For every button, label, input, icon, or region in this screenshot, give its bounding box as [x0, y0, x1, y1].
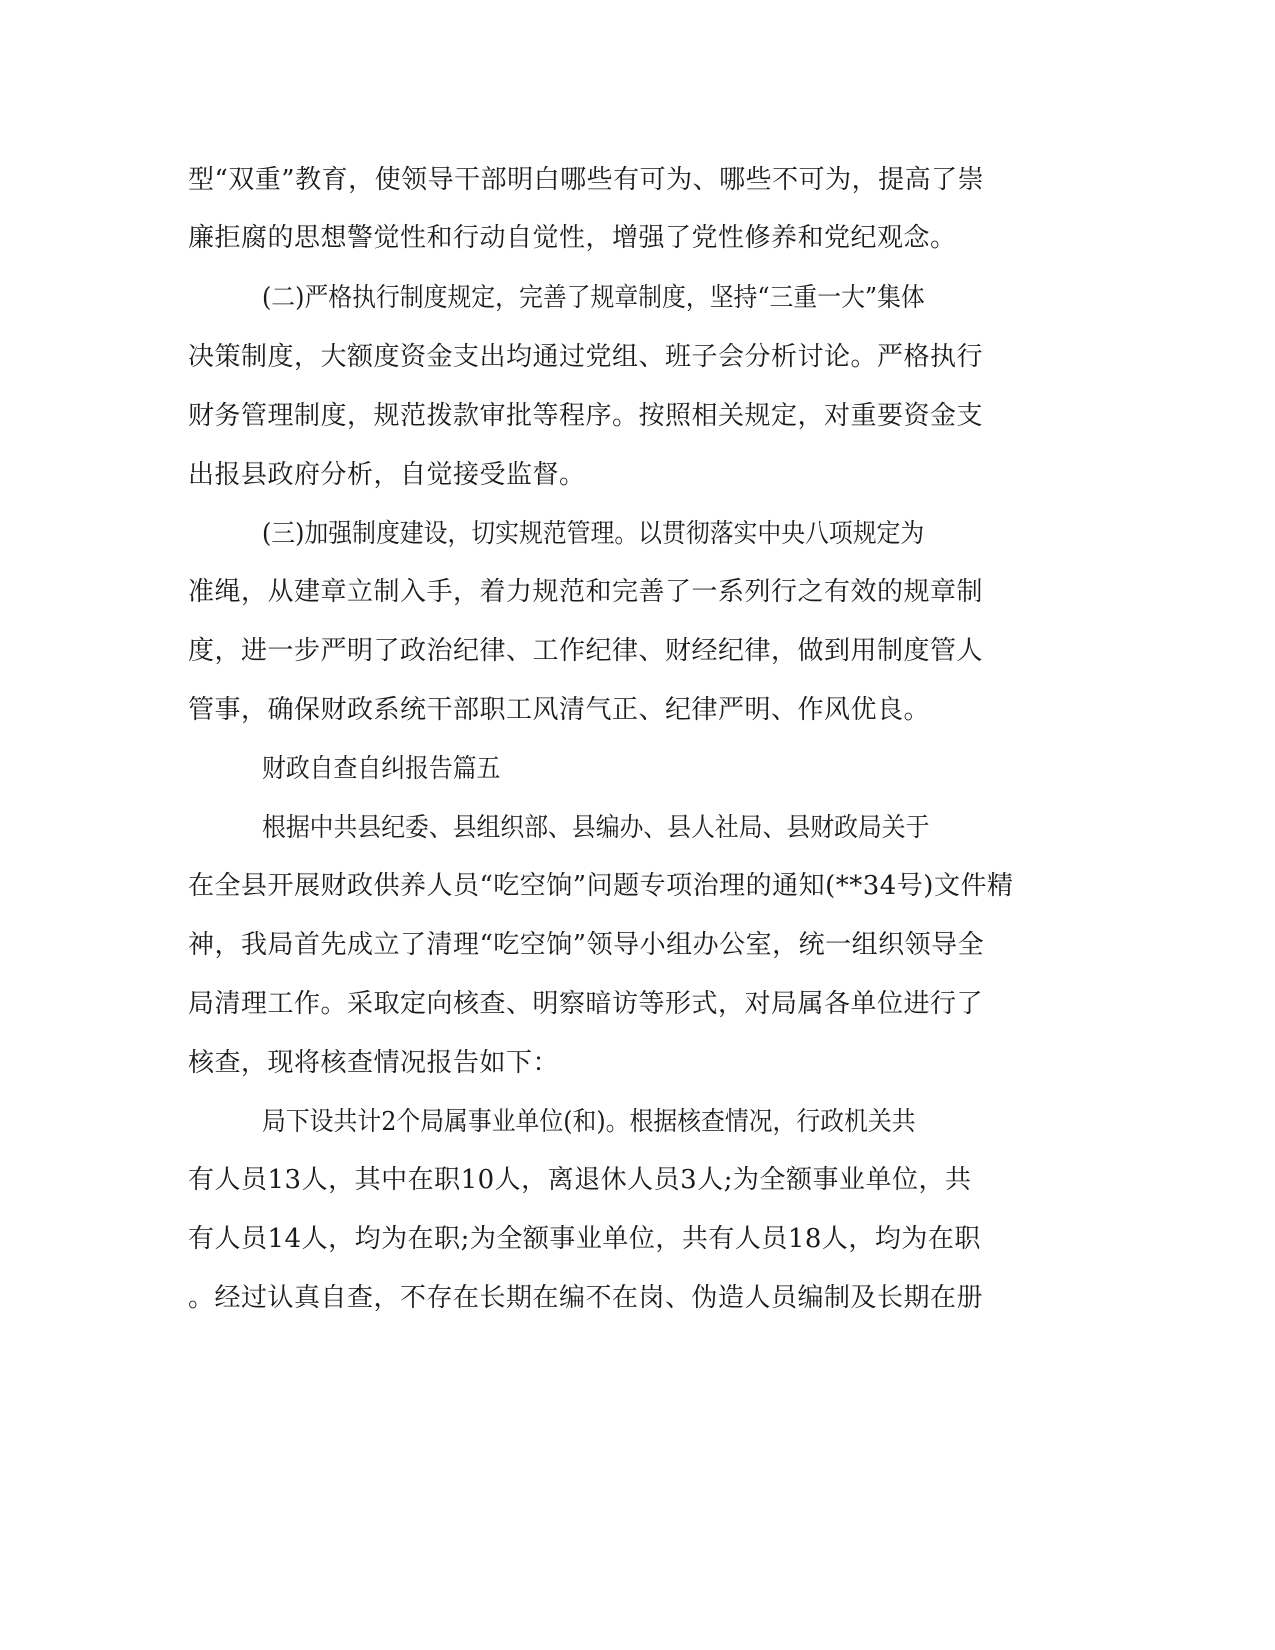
- text-line-10: 管事，确保财政系统干部职工风清气正、纪律严明、作风优良。: [188, 695, 931, 725]
- text-line-14: 神，我局首先成立了清理“吃空饷”领导小组办公室，统一组织领导全: [188, 930, 985, 960]
- text-line-13: 在全县开展财政供养人员“吃空饷”问题专项治理的通知(**34号)文件精: [188, 871, 1014, 901]
- text-line-15: 局清理工作。采取定向核查、明察暗访等形式，对局属各单位进行了: [188, 989, 984, 1019]
- text-line-3: (二)严格执行制度规定，完善了规章制度，坚持“三重一大”集体: [262, 283, 925, 313]
- text-line-7: (三)加强制度建设，切实规范管理。以贯彻落实中央八项规定为: [262, 519, 925, 549]
- text-line-6: 出报县政府分析，自觉接受监督。: [188, 460, 586, 490]
- text-line-8: 准绳，从建章立制入手，着力规范和完善了一系列行之有效的规章制: [188, 577, 984, 607]
- text-line-1: 型“双重”教育，使领导干部明白哪些有可为、哪些不可为，提高了崇: [188, 165, 985, 195]
- section-heading: 财政自查自纠报告篇五: [262, 754, 501, 784]
- text-line-19: 有人员14人，均为在职;为全额事业单位，共有人员18人，均为在职: [188, 1224, 981, 1254]
- text-line-9: 度，进一步严明了政治纪律、工作纪律、财经纪律，做到用制度管人: [188, 636, 984, 666]
- text-line-17: 局下设共计2个局属事业单位(和)。根据核查情况，行政机关共: [262, 1107, 916, 1137]
- text-line-5: 财务管理制度，规范拨款审批等程序。按照相关规定，对重要资金支: [188, 401, 984, 431]
- text-line-12: 根据中共县纪委、县组织部、县编办、县人社局、县财政局关于: [262, 813, 930, 843]
- text-line-16: 核查，现将核查情况报告如下：: [188, 1048, 560, 1078]
- text-line-2: 廉拒腐的思想警觉性和行动自觉性，增强了党性修养和党纪观念。: [188, 223, 957, 253]
- text-line-18: 有人员13人，其中在职10人，离退休人员3人;为全额事业单位，共: [188, 1165, 972, 1195]
- text-line-4: 决策制度，大额度资金支出均通过党组、班子会分析讨论。严格执行: [188, 342, 984, 372]
- text-line-20: 。经过认真自查，不存在长期在编不在岗、伪造人员编制及长期在册: [188, 1283, 984, 1313]
